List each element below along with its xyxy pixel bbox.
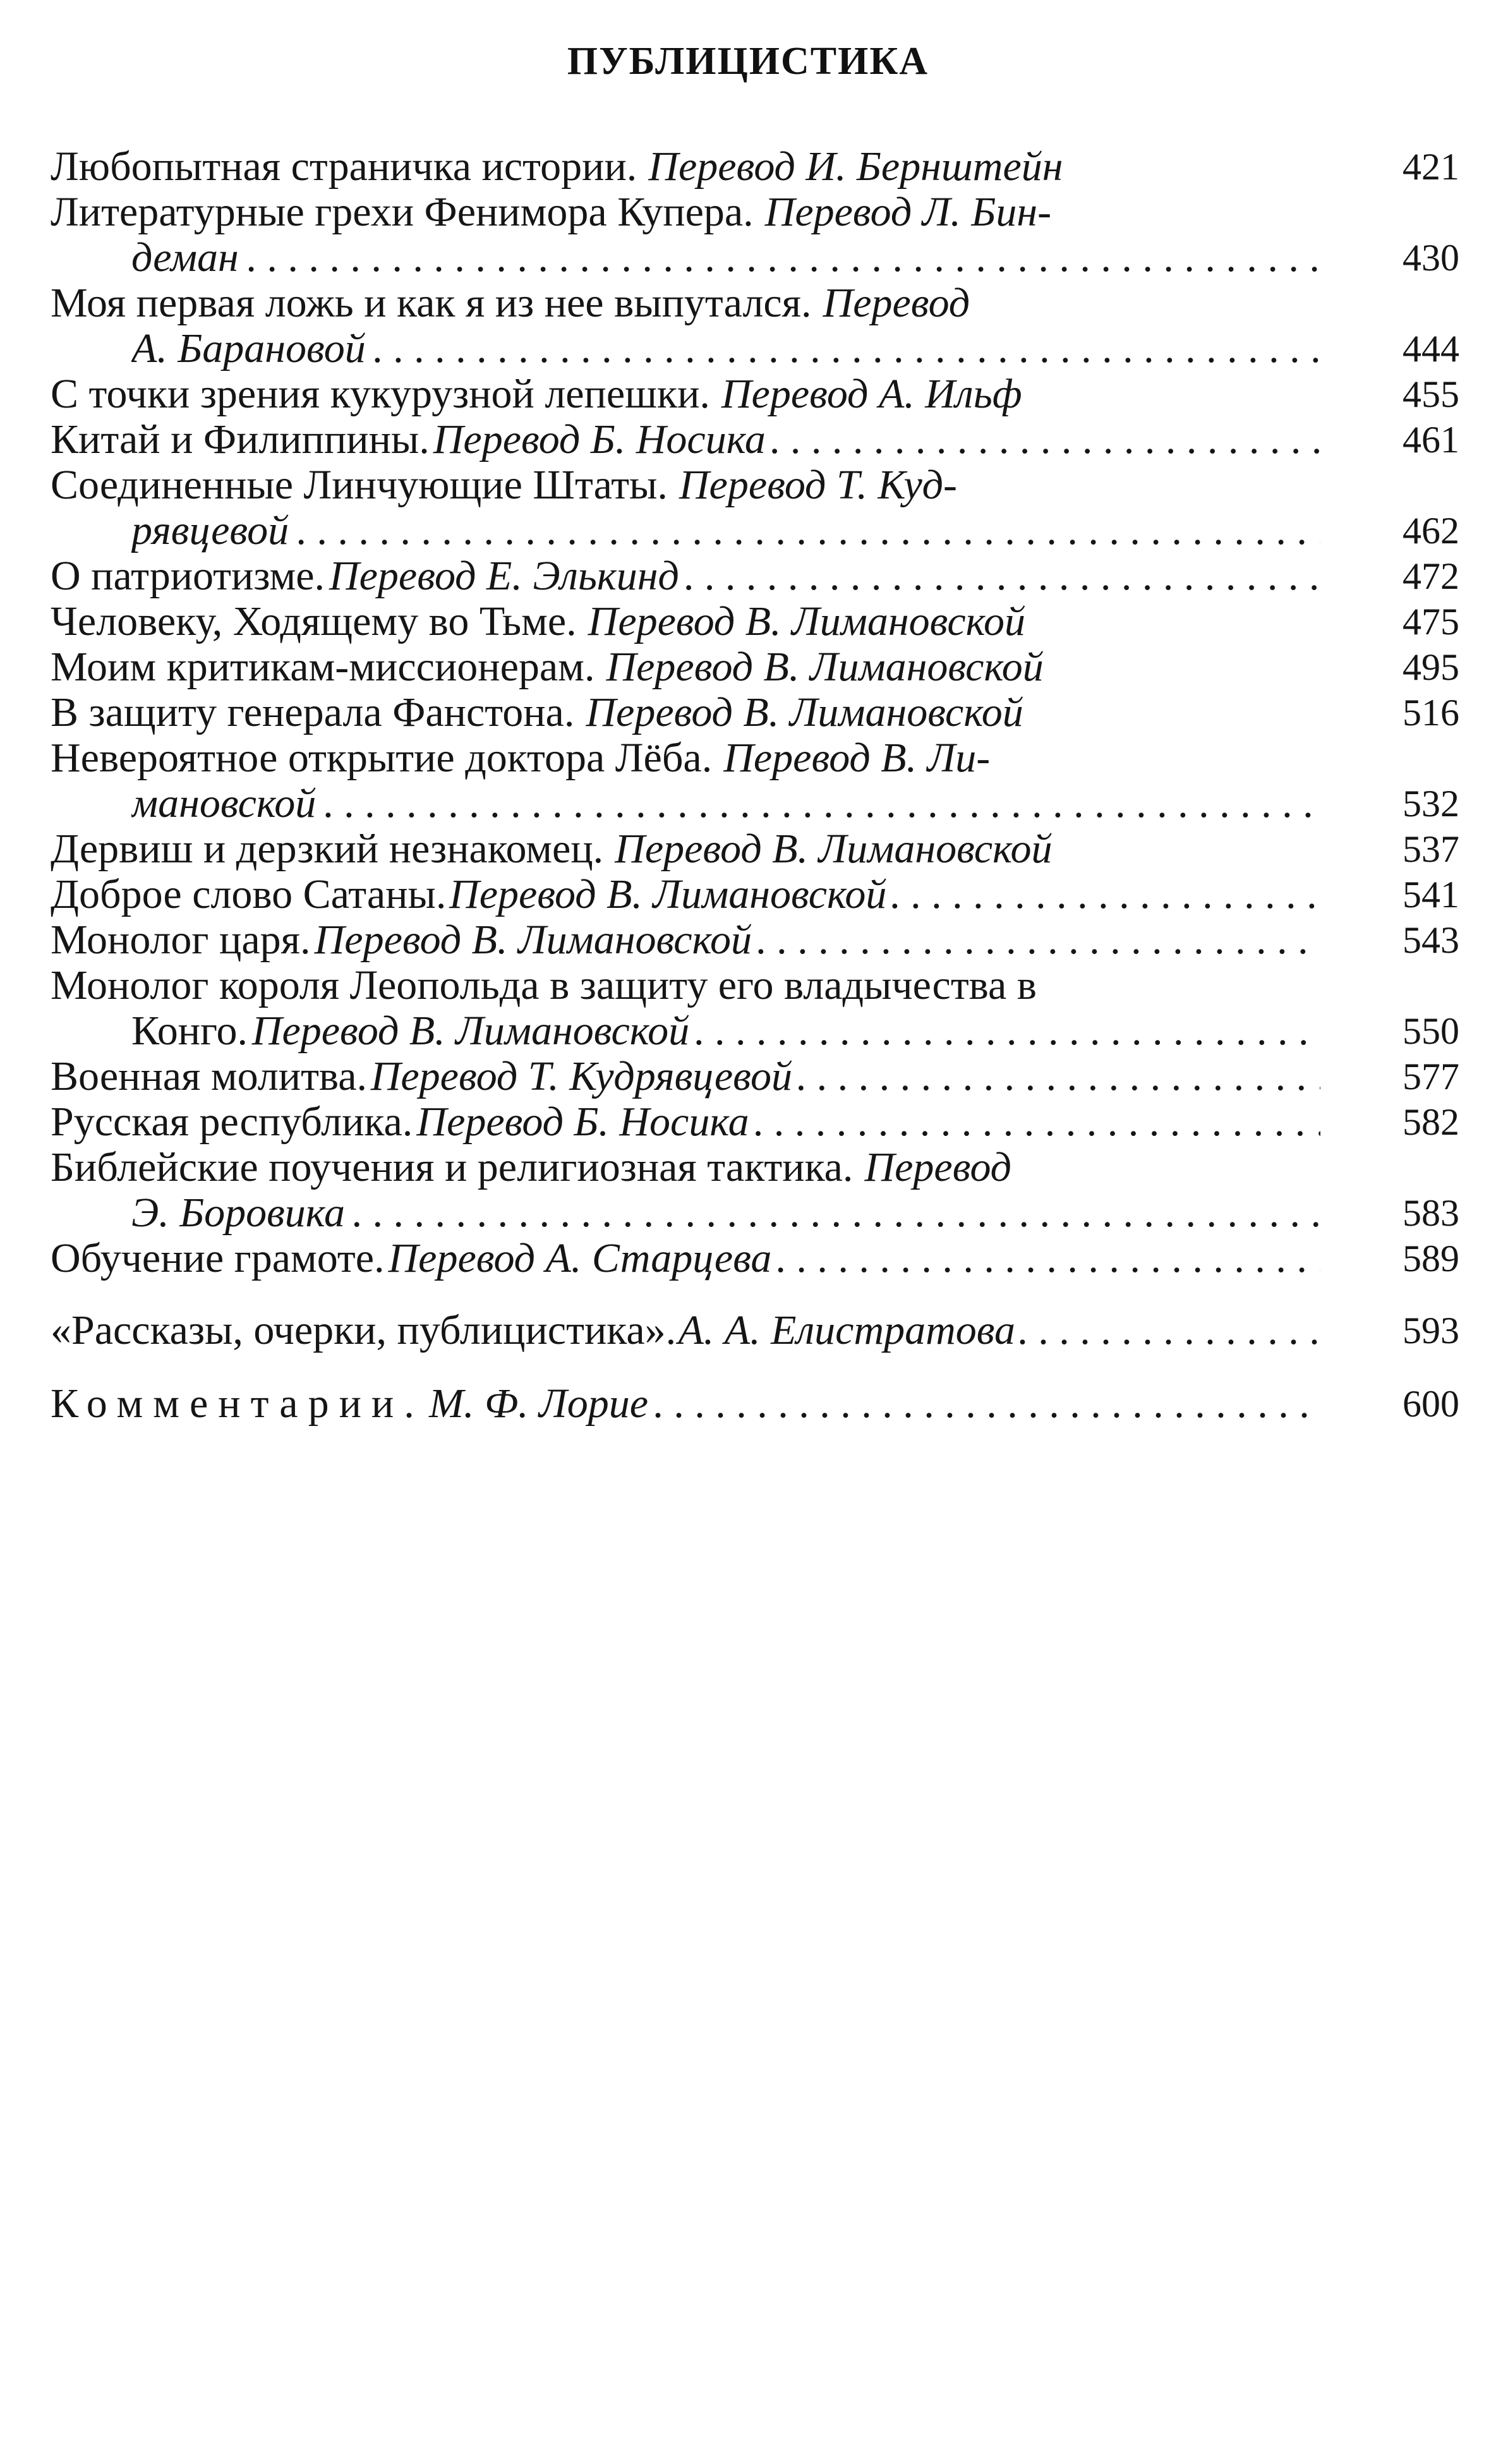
dot-leader [653, 1381, 1320, 1427]
dot-leader [775, 1236, 1320, 1281]
entry-page-number: 430 [1402, 237, 1459, 279]
entry-translator: Перевод И. Бернштейн [648, 144, 1063, 190]
dot-leader [296, 508, 1320, 553]
entry-page-number: 582 [1402, 1101, 1459, 1143]
commentary-title: Комментарии. [51, 1381, 425, 1427]
entry-translator-line1: Перевод [864, 1145, 1011, 1190]
afterword-page-number: 593 [1402, 1310, 1459, 1351]
entry-translator-line1: Перевод Т. Куд- [679, 462, 957, 508]
entry-page-number: 541 [1402, 874, 1459, 915]
entry-title: В защиту генерала Фанстона. [51, 690, 575, 735]
entry-page-number: 472 [1402, 555, 1459, 597]
entry-translator: Перевод В. Лимановской [606, 644, 1044, 690]
entry-title: Дервиш и дерзкий незнакомец. [51, 826, 604, 872]
section-heading: ПУБЛИЦИСТИКА [567, 40, 929, 83]
entry-translator-line2: Э. Боровика [131, 1190, 346, 1236]
dot-leader [684, 553, 1320, 599]
entry-page-number: 462 [1402, 510, 1459, 552]
entry-title: Моя первая ложь и как я из нее выпутался. [51, 281, 812, 326]
dot-leader [323, 781, 1320, 826]
entry-title: Библейские поучения и религиозная тактика. [51, 1145, 854, 1190]
entry-translator: Перевод Т. Кудрявцевой [370, 1054, 792, 1099]
entry-page-number: 589 [1402, 1238, 1459, 1279]
entry-title: О патриотизме. [51, 553, 325, 599]
entry-title: Человеку, Ходящему во Тьме. [51, 599, 577, 644]
dot-leader [694, 1008, 1320, 1054]
entry-translator: Перевод В. Лимановской [449, 872, 887, 917]
entry-title: Обучение грамоте. [51, 1236, 385, 1281]
entry-translator: Перевод В. Лимановской [588, 599, 1026, 644]
dot-leader [890, 872, 1320, 917]
entry-translator: Перевод А. Ильф [721, 371, 1022, 417]
entry-translator: Перевод Б. Носика [416, 1099, 749, 1145]
dot-leader [1017, 1308, 1320, 1353]
dot-leader [756, 917, 1320, 963]
entry-translator: Перевод В. Лимановской [314, 917, 752, 963]
entry-title: Китай и Филиппины. [51, 417, 430, 462]
entry-translator: Перевод Е. Элькинд [329, 553, 679, 599]
dot-leader [246, 235, 1320, 281]
entry-translator: Перевод А. Старцева [388, 1236, 772, 1281]
entry-title-line2: Конго. [131, 1008, 248, 1054]
entry-translator: Перевод В. Лимановской [586, 690, 1023, 735]
entry-title: Литературные грехи Фенимора Купера. [51, 190, 754, 235]
entry-page-number: 583 [1402, 1192, 1459, 1234]
dot-leader [753, 1099, 1320, 1145]
dot-leader [372, 326, 1320, 371]
entry-page-number: 577 [1402, 1056, 1459, 1097]
entry-translator-line1: Перевод В. Ли- [723, 735, 991, 781]
entry-page-number: 475 [1402, 601, 1459, 643]
dot-leader [796, 1054, 1320, 1099]
entry-title: Русская республика. [51, 1099, 413, 1145]
entry-page-number: 532 [1402, 783, 1459, 824]
entry-page-number: 461 [1402, 419, 1459, 461]
entry-translator-line2: рявцевой [131, 508, 289, 553]
entry-title: Любопытная страничка истории. [51, 144, 637, 190]
entry-title: С точки зрения кукурузной лепешки. [51, 371, 710, 417]
entry-title: Монолог царя. [51, 917, 311, 963]
entry-page-number: 543 [1402, 919, 1459, 961]
dot-leader [352, 1190, 1320, 1236]
entry-page-number: 421 [1402, 146, 1459, 188]
entry-page-number: 550 [1402, 1010, 1459, 1052]
entry-page-number: 516 [1402, 692, 1459, 734]
entry-translator-line1: Перевод Л. Бин- [764, 190, 1052, 235]
entry-title: Военная молитва. [51, 1054, 367, 1099]
entry-translator: Перевод Б. Носика [433, 417, 766, 462]
entry-title: Доброе слово Сатаны. [51, 872, 447, 917]
afterword-author: А. А. Елистратова [678, 1308, 1015, 1353]
entry-translator-line2: деман [131, 235, 239, 281]
commentary-author: М. Ф. Лорие [428, 1381, 649, 1427]
entry-title: Моим критикам-миссионерам. [51, 644, 595, 690]
entry-title: Соединенные Линчующие Штаты. [51, 462, 668, 508]
entry-translator: Перевод В. Лимановской [615, 826, 1053, 872]
dot-leader [769, 417, 1320, 462]
afterword-title: «Рассказы, очерки, публицистика». [51, 1308, 677, 1353]
entry-translator: Перевод В. Лимановской [251, 1008, 690, 1054]
commentary-page-number: 600 [1402, 1383, 1459, 1425]
entry-translator-line2: А. Барановой [131, 326, 366, 371]
entry-title: Невероятное открытие доктора Лёба. [51, 735, 713, 781]
entry-page-number: 537 [1402, 828, 1459, 870]
entry-page-number: 495 [1402, 646, 1459, 688]
entry-translator-line1: Перевод [823, 281, 970, 326]
entry-title-line1: Монолог короля Леопольда в защиту его владычества в [51, 963, 1037, 1008]
entry-translator-line2: мановской [131, 781, 317, 826]
entry-page-number: 455 [1402, 373, 1459, 415]
entry-page-number: 444 [1402, 328, 1459, 370]
